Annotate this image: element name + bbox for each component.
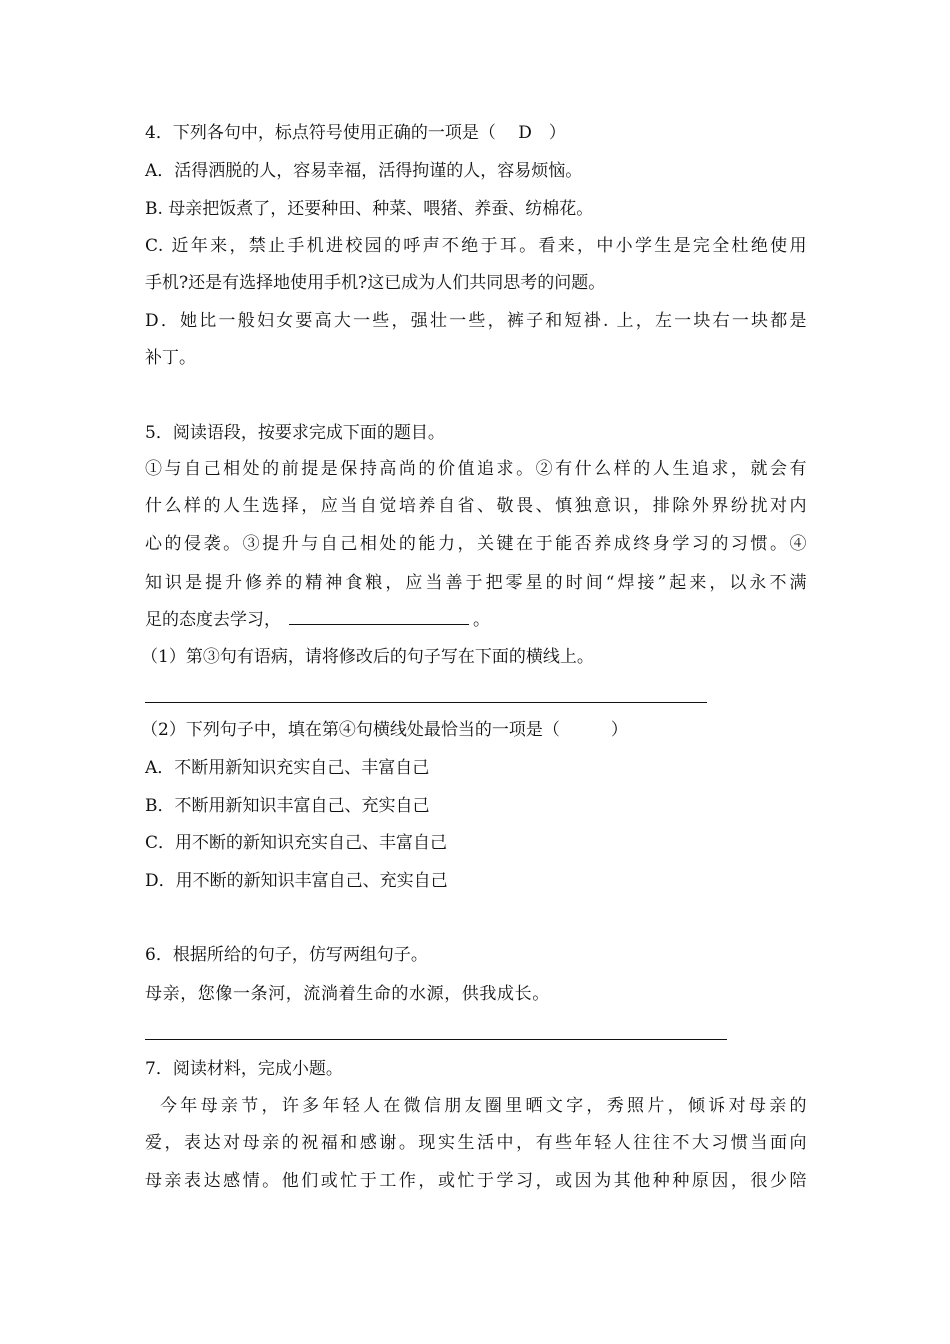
q6-answer-line[interactable]	[145, 1039, 727, 1040]
q4-option-c-line1: C. 近年来，禁止手机进校园的呼声不绝于耳。看来，中小学生是完全杜绝使用	[145, 236, 807, 256]
q7-stem: 7．阅读材料，完成小题。	[145, 1059, 343, 1079]
q5-option-d: D．用不断的新知识丰富自己、充实自己	[145, 871, 448, 891]
q5-passage-line5-text: 足的态度去学习，	[145, 610, 281, 630]
q4-option-d-line1: D．她比一般妇女要高大一些，强壮一些，裤子和短褂. 上，左一块右一块都是	[145, 311, 807, 331]
q4-option-b: B. 母亲把饭煮了，还要种田、种菜、喂猪、养蚕、纺棉花。	[145, 199, 594, 219]
q5-passage-line4: 知识是提升修养的精神食粮，应当善于把零星的时间“焊接”起来，以永不满	[145, 573, 807, 593]
q5-passage-line5-end: 。	[473, 610, 490, 630]
q5-sub2: （2）下列句子中，填在第④句横线处最恰当的一项是（ ）	[141, 720, 628, 740]
q4-option-a: A．活得洒脱的人，容易幸福，活得拘谨的人，容易烦恼。	[145, 161, 583, 181]
q5-passage-line5	[145, 609, 490, 631]
q5-option-c: C．用不断的新知识充实自己、丰富自己	[145, 833, 448, 853]
q4-option-d-line2: 补丁。	[145, 348, 196, 368]
q5-passage-line2: 什么样的人生选择，应当自觉培养自省、敬畏、慎独意识，排除外界纷扰对内	[145, 496, 807, 516]
q7-passage-line3: 母亲表达感情。他们或忙于工作，或忙于学习，或因为其他种种原因，很少陪	[145, 1171, 807, 1191]
q4-option-c-line2: 手机?还是有选择地使用手机?这已成为人们共同思考的问题。	[145, 273, 606, 293]
q6-stem: 6．根据所给的句子，仿写两组句子。	[145, 945, 428, 965]
q5-sub1-answer-line[interactable]	[145, 702, 707, 703]
q5-passage-line3: 心的侵袭。③提升与自己相处的能力，关键在于能否养成终身学习的习惯。④	[145, 534, 807, 554]
q5-sub1: （1）第③句有语病，请将修改后的句子写在下面的横线上。	[141, 647, 594, 667]
q6-example: 母亲，您像一条河，流淌着生命的水源，供我成长。	[145, 984, 550, 1004]
q5-stem: 5．阅读语段，按要求完成下面的题目。	[145, 423, 445, 443]
q7-passage-line1: 今年母亲节，许多年轻人在微信朋友圈里晒文字，秀照片，倾诉对母亲的	[160, 1096, 807, 1116]
q4-stem: 4．下列各句中，标点符号使用正确的一项是（ D ）	[145, 123, 566, 143]
q7-passage-line2: 爱，表达对母亲的祝福和感谢。现实生活中，有些年轻人往往不大习惯当面向	[145, 1133, 807, 1153]
q5-passage-line1: ①与自己相处的前提是保持高尚的价值追求。②有什么样的人生追求，就会有	[145, 459, 807, 479]
q5-option-b: B．不断用新知识丰富自己、充实自己	[145, 796, 430, 816]
q5-fill-blank[interactable]	[289, 609, 469, 625]
q5-option-a: A．不断用新知识充实自己、丰富自己	[145, 758, 430, 778]
